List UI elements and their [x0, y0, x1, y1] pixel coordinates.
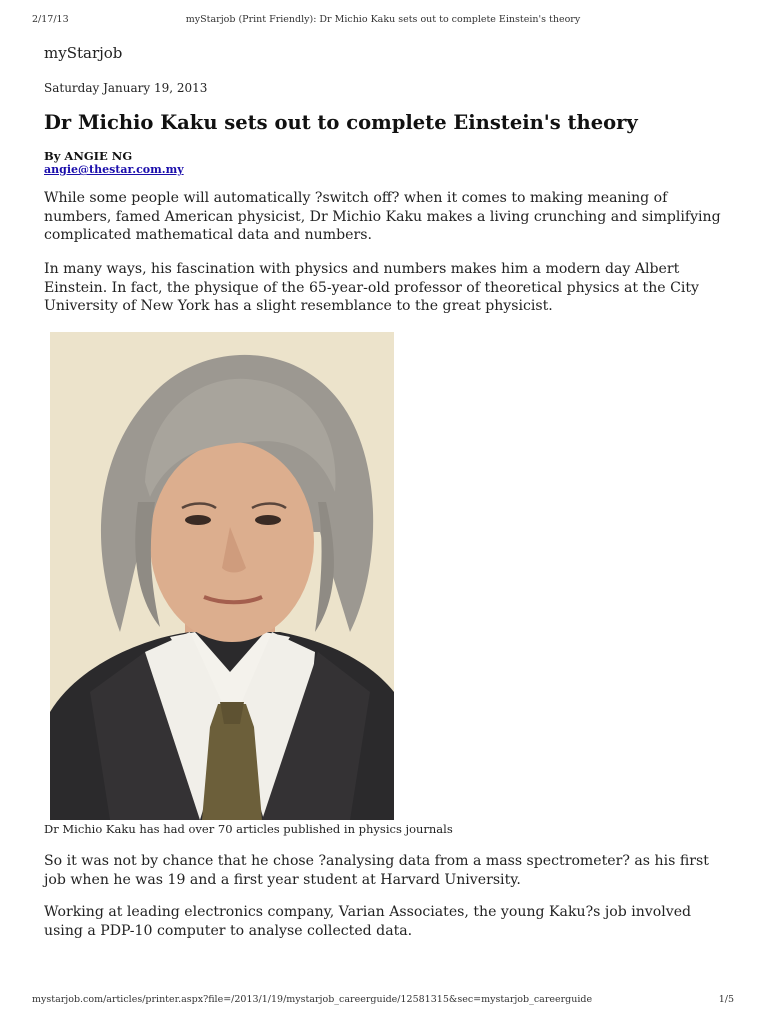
- site-name: myStarjob: [44, 44, 123, 62]
- author-email-link[interactable]: angie@thestar.com.my: [44, 163, 184, 176]
- print-page-title: myStarjob (Print Friendly): Dr Michio Kaku sets out to complete Einstein's theory: [185, 14, 581, 25]
- print-header: [32, 14, 734, 28]
- page-number: 1/5: [718, 994, 734, 1005]
- photo-caption: Dr Michio Kaku has had over 70 articles published in physics journals: [44, 822, 453, 836]
- article-headline: Dr Michio Kaku sets out to complete Einstein's theory: [44, 111, 638, 134]
- page-url: mystarjob.com/articles/printer.aspx?file=/2013/1/19/mystarjob_careerguide/12581315&sec=mystarjob_careerguide: [32, 994, 593, 1005]
- print-date: 2/17/13: [32, 14, 69, 25]
- publication-date: Saturday January 19, 2013: [44, 81, 208, 95]
- byline: By ANGIE NG: [44, 149, 133, 163]
- article-paragraph: While some people will automatically ?switch off? when it comes to making meaning of numbers, famed American physicist, Dr Michio Kaku makes a living crunching and simplifying complicated mathematical data and numbers.: [44, 190, 721, 243]
- article-paragraph: So it was not by chance that he chose ?analysing data from a mass spectrometer? as his first job when he was 19 and a first year student at Harvard University.: [44, 853, 709, 888]
- print-footer: [32, 994, 734, 1008]
- portrait-photo: [50, 332, 394, 820]
- article-paragraph: Working at leading electronics company, Varian Associates, the young Kaku?s job involved using a PDP-10 computer to analyse collected data.: [44, 904, 692, 939]
- article-paragraph: In many ways, his fascination with physics and numbers makes him a modern day Albert Einstein. In fact, the physique of the 65-year-old professor of theoretical physics at the City University of New York has a slight resemblance to the great physicist.: [44, 261, 700, 314]
